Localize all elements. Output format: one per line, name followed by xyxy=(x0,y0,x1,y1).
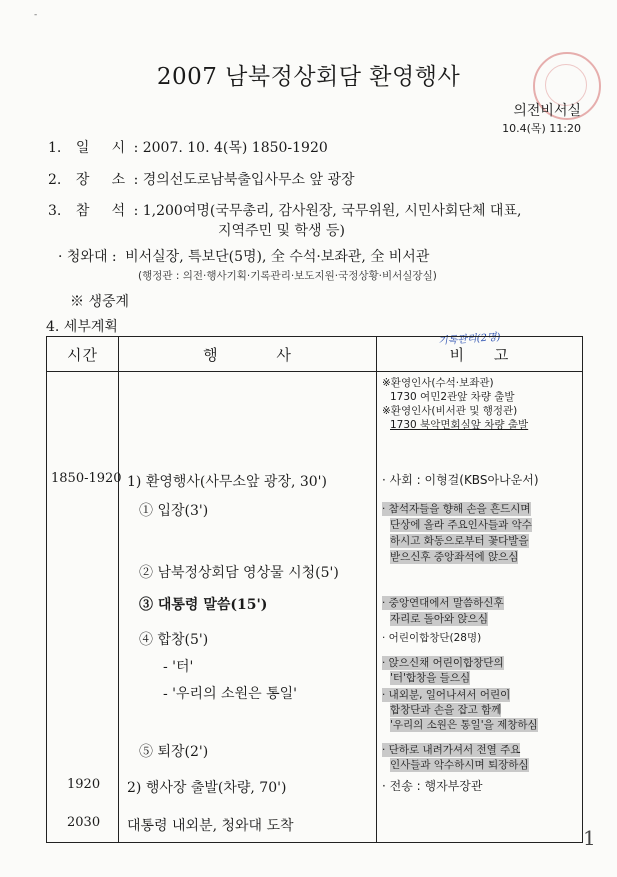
event-video: ② 남북정상회담 영상물 시청(5') xyxy=(139,565,339,581)
page-title: 2007 남북정상회담 환영행사 xyxy=(156,64,461,90)
item-label: 참 석 xyxy=(75,203,126,219)
remark-line: · 참석자들을 향해 손을 흔드시며 xyxy=(382,503,531,515)
item-label: 장 소 xyxy=(75,172,126,188)
item-label: 일 시 xyxy=(75,140,126,156)
remark-line: 1730 북악면회실앞 차량 출발 xyxy=(390,419,529,431)
remark-choir: · 어린이합창단(28명) xyxy=(382,632,482,644)
time-1920: 1920 xyxy=(67,777,101,792)
time-column xyxy=(47,372,122,842)
event-chorus-song2: - '우리의 소원은 통일' xyxy=(163,686,297,702)
remark-line: · 앉으신채 어린이합창단의 xyxy=(382,657,504,669)
info-item-attendees-cont: 지역주민 및 학생 등) xyxy=(218,223,346,239)
header-time: 시간 xyxy=(47,337,119,372)
time-2030: 2030 xyxy=(67,815,101,830)
item-number: 3. xyxy=(48,203,62,219)
item-value: : 2007. 10. 4(목) 1850-1920 xyxy=(133,140,328,156)
event-chorus-song1: - '터' xyxy=(163,659,194,675)
remark-line: · 단하로 내려가셔서 전열 주요 xyxy=(382,744,521,756)
table-header-row xyxy=(47,337,583,372)
item-value: : 경의선도로남북출입사무소 앞 광장 xyxy=(133,172,355,188)
corner-mark: - xyxy=(34,10,38,20)
header-event: 행 사 xyxy=(119,337,377,372)
remark-line: 자리로 돌아와 앉으심 xyxy=(390,613,488,625)
event-column xyxy=(119,372,376,842)
cheongwadae-label: · 청와대 : xyxy=(58,249,117,265)
event-speech: ③ 대통령 말씀(15') xyxy=(139,597,268,613)
cheongwadae-sub: (행정관 : 의전·행사기획·기록관리·보도지원·국정상황·비서실장실) xyxy=(138,270,437,282)
section-heading: 4. 세부계획 xyxy=(46,319,118,335)
page-number: 1 xyxy=(583,826,596,850)
remark-line: '터'합창을 들으심 xyxy=(390,672,471,684)
remark-line: 단상에 올라 주요인사들과 악수 xyxy=(390,519,532,531)
schedule-table xyxy=(46,336,583,843)
info-item-attendees xyxy=(48,200,521,220)
broadcast-note: ※ 생중계 xyxy=(70,294,130,310)
info-item-place xyxy=(48,169,355,189)
remark-line: 1730 여민2관앞 차량 출발 xyxy=(390,391,515,403)
item-value: : 1,200여명(국무총리, 감사원장, 국무위원, 시민사회단체 대표, xyxy=(133,203,522,219)
remark-line: 인사들과 악수하시며 퇴장하심 xyxy=(390,759,529,771)
office-name: 의전비서실 xyxy=(513,103,581,119)
remark-host: · 사회 : 이형걸(KBS아나운서) xyxy=(382,473,539,487)
remark-line: '우리의 소원은 통일'을 제창하심 xyxy=(390,719,538,731)
remark-farewell: · 전송 : 행자부장관 xyxy=(382,779,483,793)
remark-line: ※환영인사(비서관 및 행정관) xyxy=(382,405,518,417)
remarks-column xyxy=(377,372,582,842)
cheongwadae-value: 비서실장, 특보단(5명), 全 수석·보좌관, 全 비서관 xyxy=(125,249,430,265)
handwritten-note: 기록관리(2명) xyxy=(437,331,501,348)
event-chorus: ④ 합창(5') xyxy=(139,632,209,648)
remark-line: · 중앙연대에서 말씀하신후 xyxy=(382,597,504,609)
event-departure: 2) 행사장 출발(차량, 70') xyxy=(127,780,287,796)
remark-line: 합창단과 손을 잡고 함께 xyxy=(390,704,502,716)
remark-line: 하시고 화동으로부터 꽃다발을 xyxy=(390,535,529,547)
document-date: 10.4(목) 11:20 xyxy=(502,122,581,135)
table-row xyxy=(47,372,583,843)
time-1850: 1850-1920 xyxy=(51,471,122,486)
item-number: 2. xyxy=(48,172,62,188)
remark-line: ※환영인사(수석·보좌관) xyxy=(382,377,494,389)
remark-line: 받으신후 중앙좌석에 앉으심 xyxy=(390,551,519,563)
item-number: 1. xyxy=(48,140,62,156)
event-arrival: 대통령 내외분, 청와대 도착 xyxy=(127,818,294,834)
cheongwadae-line xyxy=(58,246,429,266)
header-remarks: 비 고 xyxy=(377,337,583,372)
remark-line: · 내외분, 일어나셔서 어린이 xyxy=(382,689,511,701)
event-welcome: 1) 환영행사(사무소앞 광장, 30') xyxy=(127,474,327,490)
event-exit: ⑤ 퇴장(2') xyxy=(139,744,209,760)
info-item-date xyxy=(48,137,328,157)
event-entrance: ① 입장(3') xyxy=(139,503,209,519)
